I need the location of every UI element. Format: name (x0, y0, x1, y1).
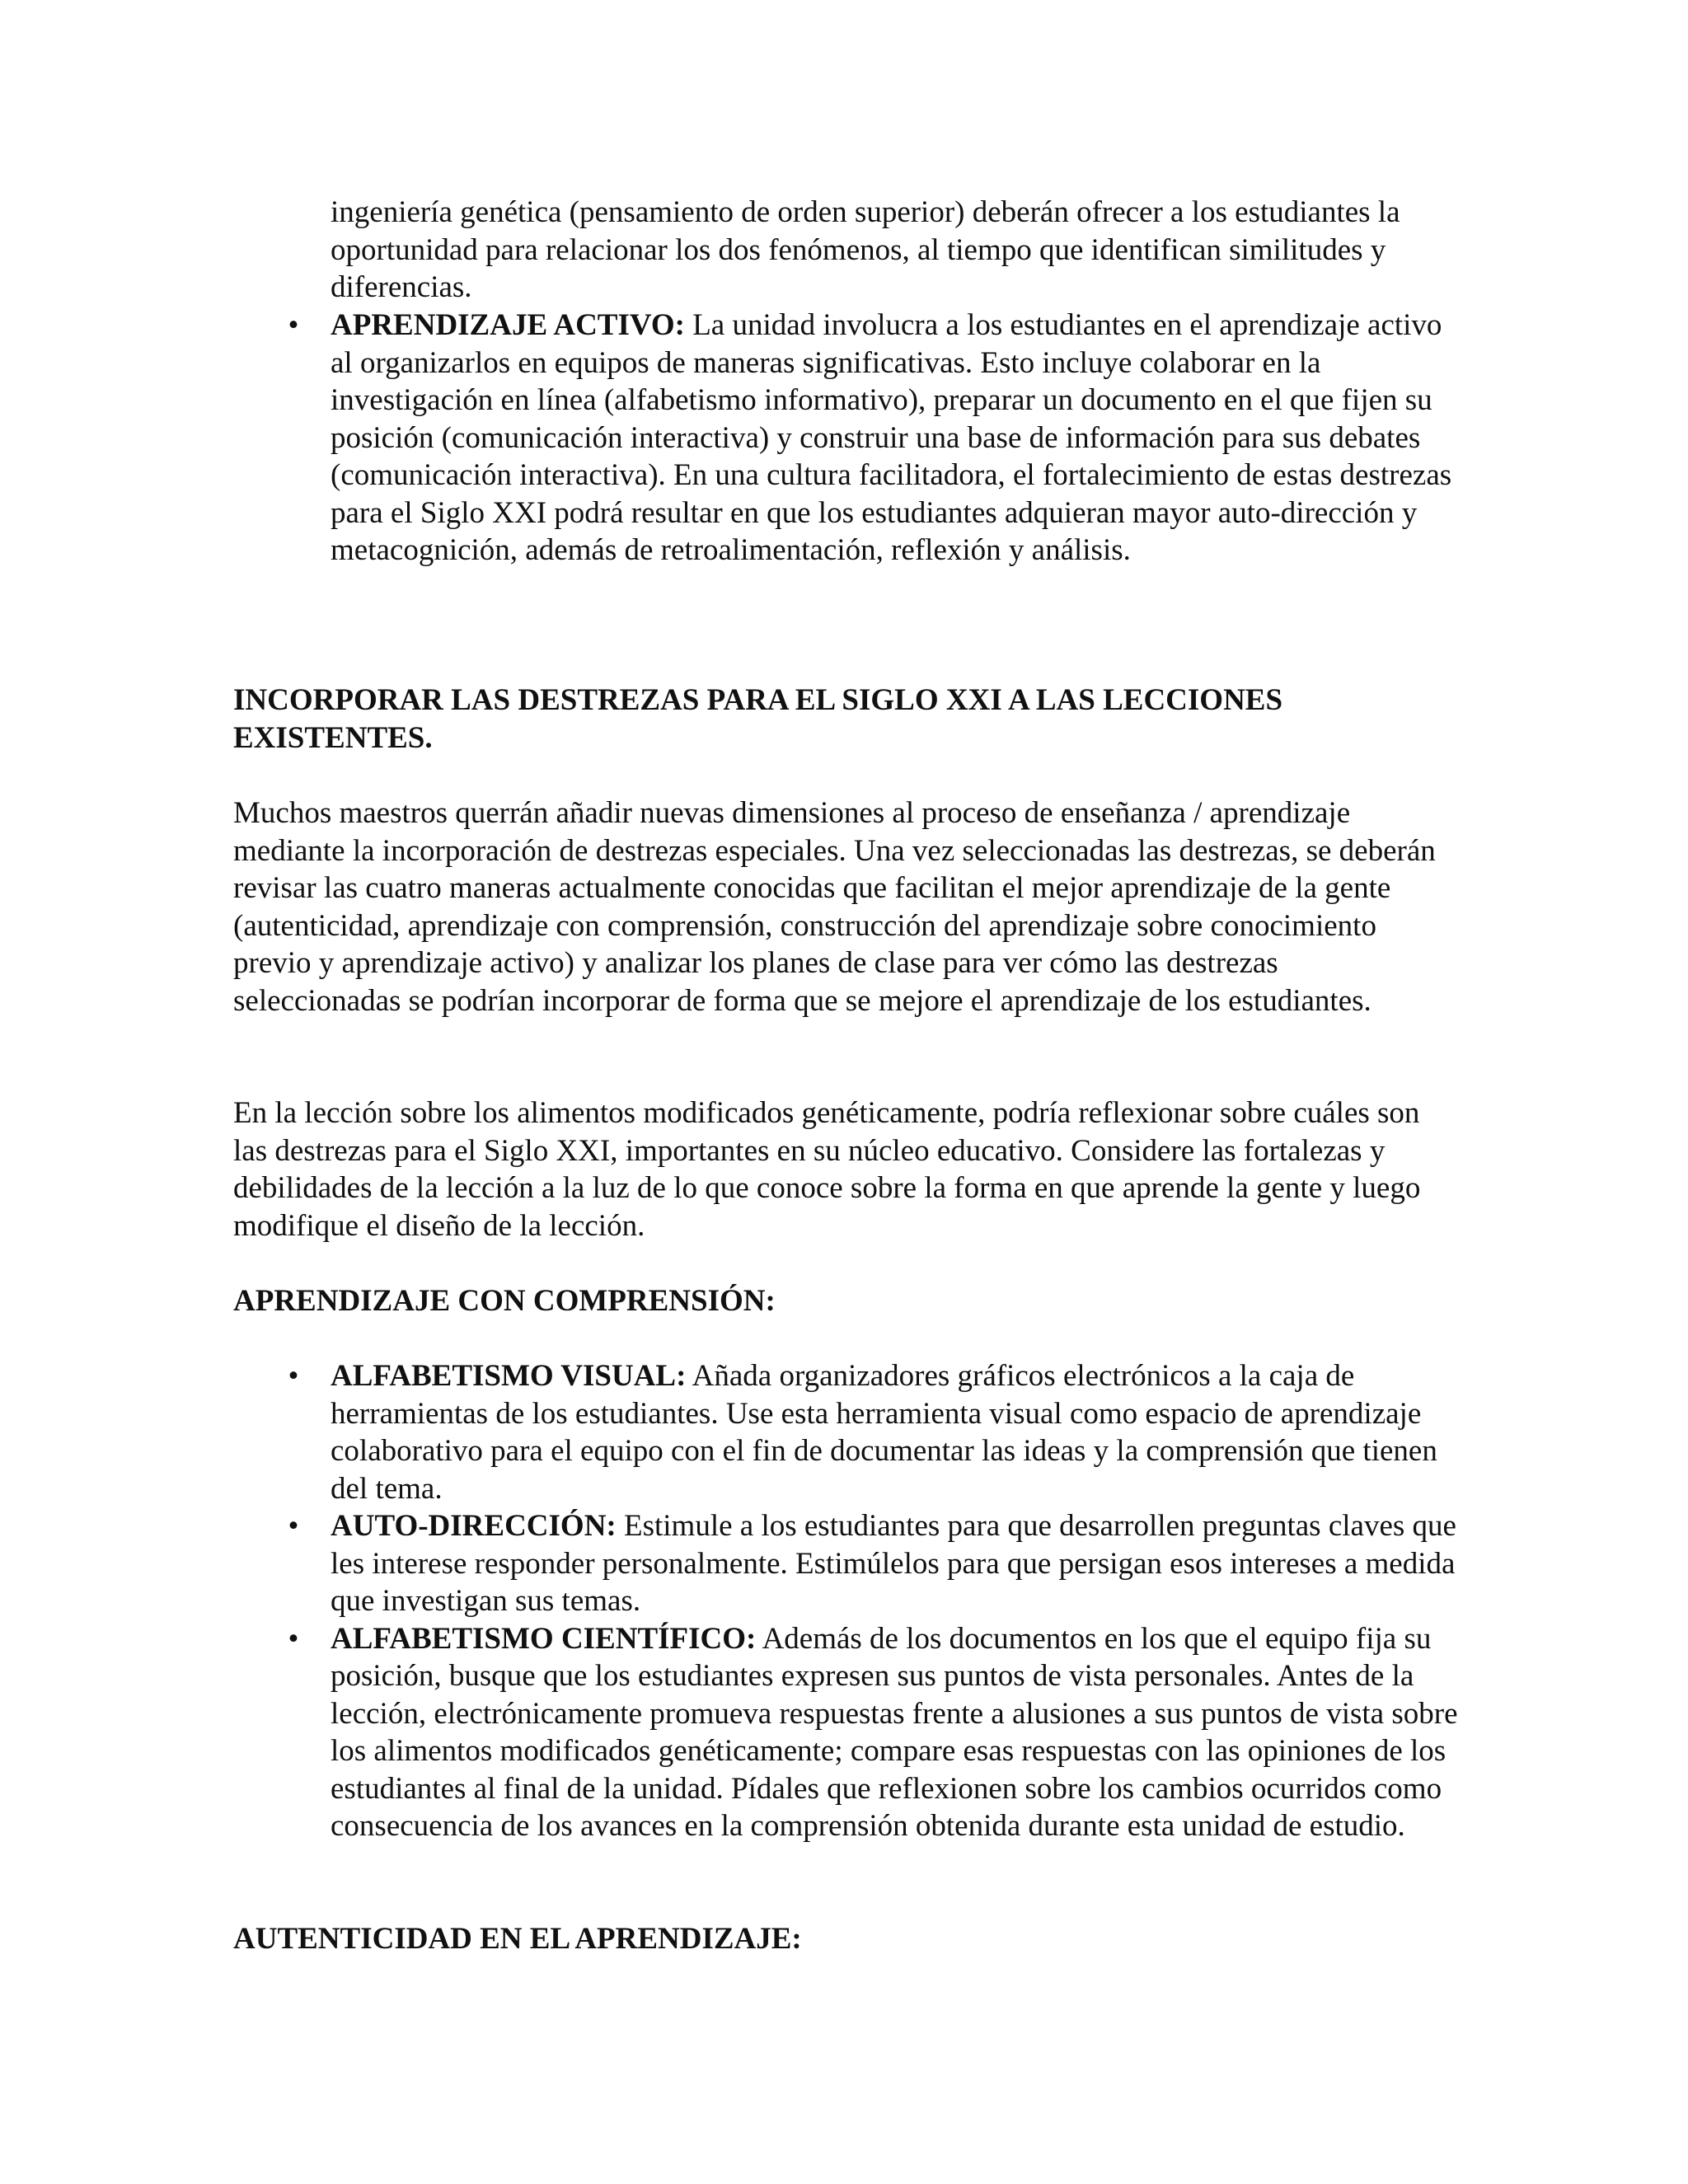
bullet-list-top (233, 307, 1470, 569)
list-item-lead: AUTO-DIRECCIÓN: (331, 1509, 617, 1543)
continuation-paragraph: ingeniería genética (pensamiento de orden superior) deberán ofrecer a los estudiantes la oportunidad para relacionar los dos fenómenos, al tiempo que identifican similitudes y diferencias. (331, 195, 1400, 304)
bullet-icon: • (288, 1509, 299, 1543)
bullet-icon: • (288, 1359, 299, 1393)
list-item-alfabetismo-cientifico (233, 1620, 1470, 1845)
list-item-aprendizaje-activo (233, 307, 1470, 569)
bullet-list-comprension (233, 1357, 1470, 1845)
list-item-alfabetismo-visual (233, 1357, 1470, 1507)
paragraph-en-la-leccion: En la lección sobre los alimentos modificados genéticamente, podría reflexionar sobre cuáles son las destrezas para el Siglo XXI, importantes en su núcleo educativo. Considere las fortalezas y debilidades de la lección a la luz de lo que conoce sobre la forma en que aprende la gente y luego modifique el diseño de la lección. (233, 1096, 1421, 1243)
section-heading-autenticidad: AUTENTICIDAD EN EL APRENDIZAJE: (233, 1922, 802, 1956)
list-item-auto-direccion (233, 1507, 1470, 1620)
list-item-lead: ALFABETISMO CIENTÍFICO: (331, 1621, 757, 1656)
bullet-icon: • (288, 308, 299, 342)
bullet-icon: • (288, 1621, 299, 1656)
list-item-text: La unidad involucra a los estudiantes en el aprendizaje activo al organizarlos en equipos de maneras significativas. Esto incluye colaborar en la investigación en línea (alfabetismo informativo), preparar un documento en el que fijen su posición (comunicación interactiva) y construir una base de información para sus debates (comunicación interactiva). En una cultura facilitadora, el fortalecimiento de estas destrezas para el Siglo XXI podrá resultar en que los estudiantes adquieran mayor auto-dirección y metacognición, además de retroalimentación, reflexión y análisis. (331, 308, 1452, 567)
list-item-text: Añada organizadores gráficos electrónicos a la caja de herramientas de los estudiantes. Use esta herramienta visual como espacio de aprendizaje colaborativo para el equipo con el fin de documentar las ideas y la comprensión que tienen del tema. (331, 1359, 1437, 1506)
list-item-lead: APRENDIZAJE ACTIVO: (331, 308, 685, 342)
list-item-lead: ALFABETISMO VISUAL: (331, 1359, 687, 1393)
list-item-text: Estimule a los estudiantes para que desarrollen preguntas claves que les interese responder personalmente. Estimúlelos para que persigan esos intereses a medida que investigan sus temas. (331, 1509, 1456, 1618)
paragraph-muchos-maestros: Muchos maestros querrán añadir nuevas dimensiones al proceso de enseñanza / aprendizaje mediante la incorporación de destrezas especiales. Una vez seleccionadas las destrezas, se deberán revisar las cuatro maneras actualmente conocidas que facilitan el mejor aprendizaje de la gente (autenticidad, aprendizaje con comprensión, construcción del aprendizaje sobre conocimiento previo y aprendizaje activo) y analizar los planes de clase para ver cómo las destrezas seleccionadas se podrían incorporar de forma que se mejore el aprendizaje de los estudiantes. (233, 796, 1436, 1018)
section-heading-comprension: APRENDIZAJE CON COMPRENSIÓN: (233, 1284, 776, 1318)
list-item-text: Además de los documentos en los que el equipo fija su posición, busque que los estudiantes expresen sus puntos de vista personales. Antes de la lección, electrónicamente promueva respuestas frente a alusiones a sus puntos de vista sobre los alimentos modificados genéticamente; compare esas respuestas con las opiniones de los estudiantes al final de la unidad. Pídales que reflexionen sobre los cambios ocurridos como consecuencia de los avances en la comprensión obtenida durante esta unidad de estudio. (331, 1621, 1458, 1843)
section-heading-incorporar: INCORPORAR LAS DESTREZAS PARA EL SIGLO XXI A LAS LECCIONES EXISTENTES. (233, 683, 1283, 755)
